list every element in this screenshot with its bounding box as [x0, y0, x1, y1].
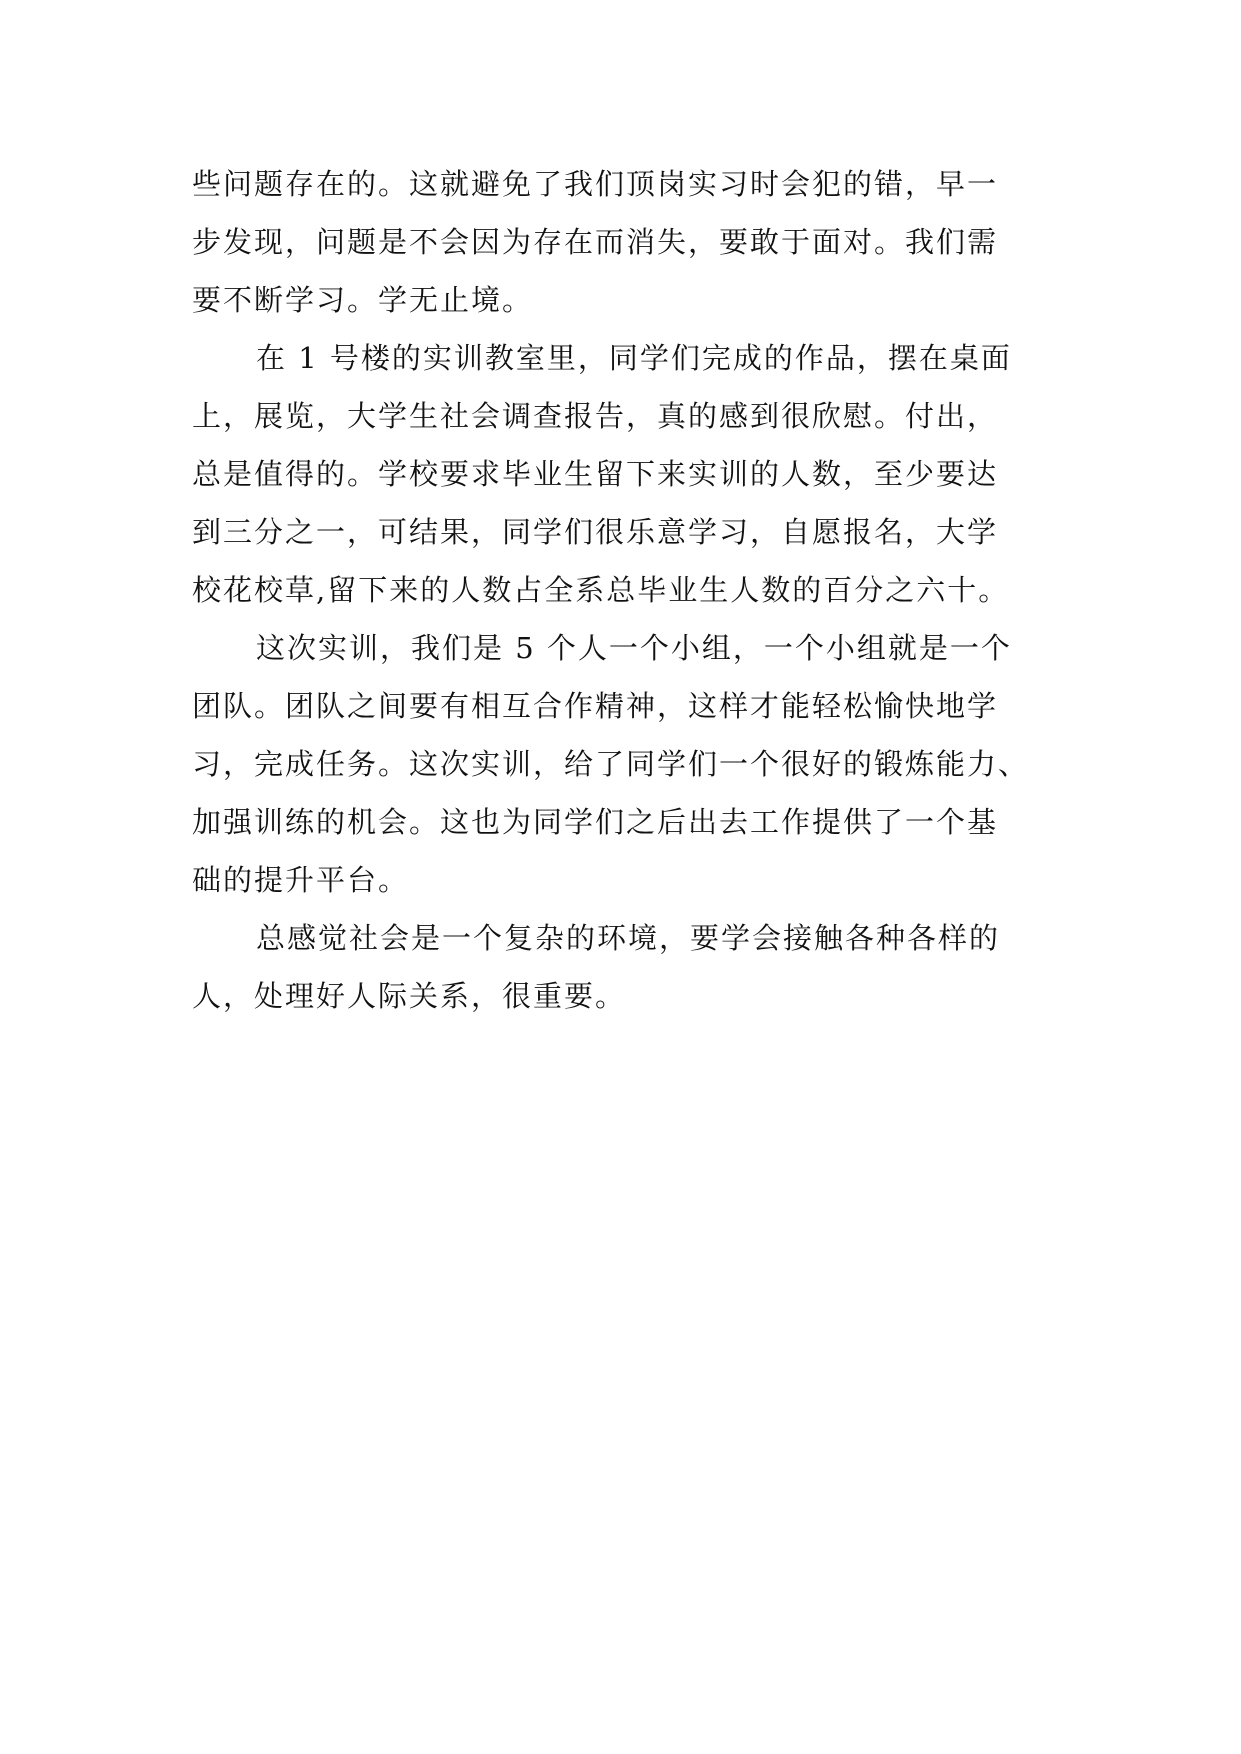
- text-line: 人，处理好人际关系，很重要。: [192, 979, 627, 1013]
- text-line: 些问题存在的。这就避免了我们顶岗实习时会犯的错，早一: [192, 167, 999, 201]
- text-line: 步发现，问题是不会因为存在而消失，要敢于面对。我们需: [192, 225, 999, 259]
- text-line: 校花校草,留下来的人数占全系总毕业生人数的百分之六十。: [192, 573, 1010, 607]
- paragraph-first-line: 总感觉社会是一个复杂的环境，要学会接触各种各样的: [256, 921, 1001, 955]
- text-line: 总是值得的。学校要求毕业生留下来实训的人数，至少要达: [192, 457, 999, 491]
- text-line: 上，展览，大学生社会调查报告，真的感到很欣慰。付出，: [192, 399, 999, 433]
- text-line: 团队。团队之间要有相互合作精神，这样才能轻松愉快地学: [192, 689, 999, 723]
- text-line: 习，完成任务。这次实训，给了同学们一个很好的锻炼能力、: [192, 747, 1030, 781]
- text-line: 加强训练的机会。这也为同学们之后出去工作提供了一个基: [192, 805, 999, 839]
- text-line: 到三分之一，可结果，同学们很乐意学习，自愿报名，大学: [192, 515, 999, 549]
- body-text: [192, 155, 1052, 1025]
- text-line: 要不断学习。学无止境。: [192, 283, 534, 317]
- paragraph-first-line: 在 1 号楼的实训教室里，同学们完成的作品，摆在桌面: [256, 341, 1012, 375]
- paragraph-first-line: 这次实训，我们是 5 个人一个小组，一个小组就是一个: [256, 631, 1012, 665]
- text-line: 础的提升平台。: [192, 863, 410, 897]
